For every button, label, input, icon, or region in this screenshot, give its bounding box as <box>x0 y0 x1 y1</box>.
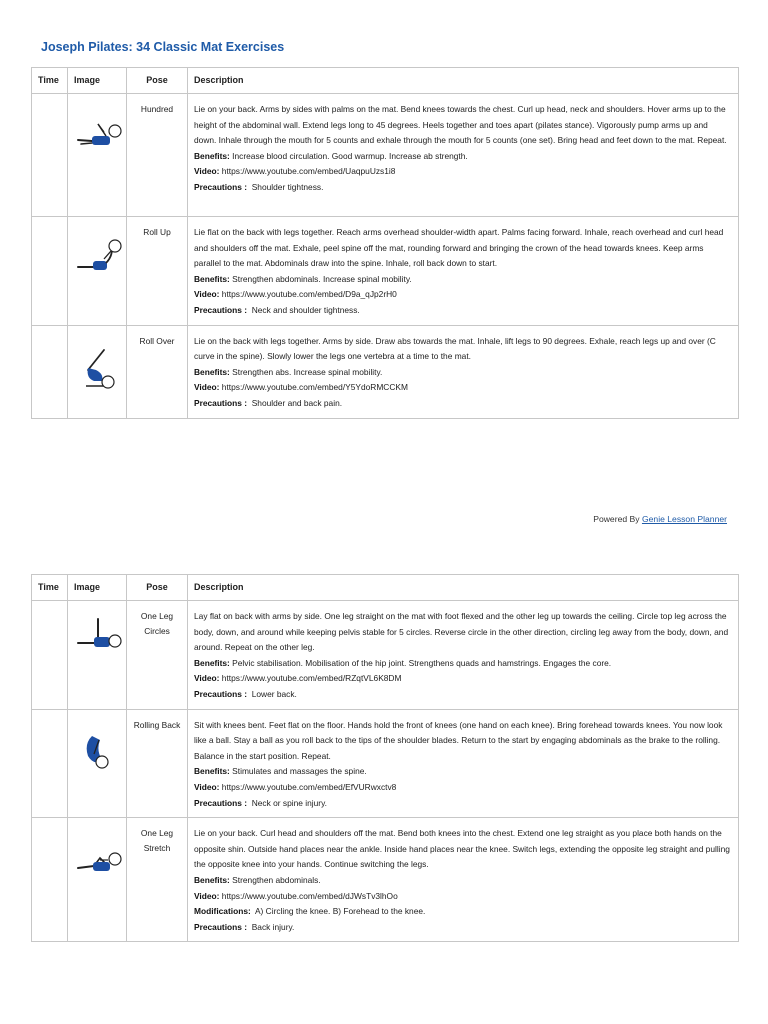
table-row <box>32 94 739 217</box>
header-image: Image <box>68 575 127 601</box>
video-label: Video: <box>194 890 220 901</box>
modifications-label: Modifications: <box>194 906 251 917</box>
video-line <box>194 164 732 180</box>
time-cell <box>32 709 68 818</box>
description-text: Sit with knees bent. Feet flat on the floor. Hands hold the front of knees (one hand on each knee). Bring forehead towards knees. You now look like a ball. Stay a ball as you roll back to the tips of the shoulder blades. Return to the start by engaging abdominals as the brake to the rolling. Balance in the start position. Repeat. <box>194 719 723 761</box>
pose-name: One Leg Circles <box>127 601 188 710</box>
precautions-line <box>194 796 732 812</box>
modifications-text: A) Circling the knee. B) Forehead to the knee. <box>254 906 426 917</box>
precautions-label: Precautions : <box>194 397 248 408</box>
video-label: Video: <box>194 382 220 393</box>
time-cell <box>32 325 68 418</box>
exercise-table-2 <box>31 574 739 942</box>
table-header-row <box>32 575 739 601</box>
page-title: Joseph Pilates: 34 Classic Mat Exercises <box>41 40 285 54</box>
header-pose: Pose <box>127 575 188 601</box>
benefits-label: Benefits: <box>194 273 230 284</box>
table-row <box>32 709 739 818</box>
video-label: Video: <box>194 289 220 300</box>
precautions-label: Precautions : <box>194 797 248 808</box>
description-text: Lay flat on back with arms by side. One leg straight on the mat with foot flexed and the other leg up towards the ceiling. Circle top leg across the body, down, and around while keeping pelvis stable for 5 circles. Reverse circle in the other direction, circling leg away from the body, down, and around. Repeat on the other leg. <box>194 611 729 653</box>
pose-name: Hundred <box>127 94 188 217</box>
pilates-one-leg-circles-figure-icon <box>76 617 122 657</box>
description-cell <box>188 818 739 942</box>
precautions-line <box>194 303 732 319</box>
description-text: Lie flat on the back with legs together. Reach arms overhead shoulder-width apart. Palms facing forward. Inhale, reach overhead and curl head and shoulders off the mat. Exhale, peel spine off the mat, rounding forward and bringing the crown of the head towards knees. Keep arms parallel to the mat. Abdominals draw into the spine. Inhale, roll back down to start. <box>194 227 724 269</box>
precautions-label: Precautions : <box>194 181 248 192</box>
benefits-label: Benefits: <box>194 766 230 777</box>
pose-name: One Leg Stretch <box>127 818 188 942</box>
description-cell <box>188 94 739 217</box>
time-cell <box>32 217 68 326</box>
table-row <box>32 325 739 418</box>
header-description: Description <box>188 575 739 601</box>
pilates-rolling-back-figure-icon <box>82 730 116 776</box>
pose-name: Roll Over <box>127 325 188 418</box>
benefits-text: Strengthen abs. Increase spinal mobility. <box>232 366 383 377</box>
time-cell <box>32 601 68 710</box>
benefits-label: Benefits: <box>194 150 230 161</box>
pilates-hundred-figure-icon <box>76 116 122 152</box>
description-cell <box>188 325 739 418</box>
precautions-line <box>194 687 732 703</box>
header-image: Image <box>68 68 127 94</box>
description-text: Lie on the back with legs together. Arms by side. Draw abs towards the mat. Inhale, lift legs to 90 degrees. Exhale, reach legs up and over (C curve in the spine). Slowly lower the legs one vertebra at a time to the mat. <box>194 335 716 362</box>
pose-name: Roll Up <box>127 217 188 326</box>
precautions-text: Lower back. <box>251 688 297 699</box>
video-line <box>194 671 732 687</box>
image-cell <box>68 818 127 942</box>
precautions-line <box>194 180 732 196</box>
precautions-label: Precautions : <box>194 304 248 315</box>
precautions-line <box>194 920 732 936</box>
video-line <box>194 287 732 303</box>
description-text: Lie on your back. Arms by sides with palms on the mat. Bend knees towards the chest. Curl up head, neck and shoulders. Hover arms up to the height of the abdominal wall. Extend legs long to 45 degrees. Heels together and toes apart (pilates stance). Vigorously pump arms up and down. Inhale through the mouth for 5 counts and exhale through the mouth for 5 counts (one set). Bring head and feet down to the mat. Repeat. <box>194 104 727 146</box>
description-cell <box>188 709 739 818</box>
pilates-roll-up-figure-icon <box>76 237 122 277</box>
benefits-line <box>194 873 732 889</box>
benefits-line <box>194 365 732 381</box>
genie-lesson-planner-link[interactable]: Genie Lesson Planner <box>641 514 727 524</box>
precautions-line <box>194 396 732 412</box>
precautions-text: Back injury. <box>251 921 295 932</box>
image-cell <box>68 94 127 217</box>
precautions-text: Shoulder tightness. <box>251 181 324 192</box>
benefits-label: Benefits: <box>194 874 230 885</box>
precautions-text: Neck and shoulder tightness. <box>251 304 360 315</box>
video-line <box>194 780 732 796</box>
video-url[interactable]: https://www.youtube.com/embed/D9a_qJp2rH0 <box>221 289 397 300</box>
benefits-text: Strengthen abdominals. Increase spinal mobility. <box>232 273 412 284</box>
video-url[interactable]: https://www.youtube.com/embed/Y5YdoRMCCKM <box>221 382 408 393</box>
benefits-line <box>194 764 732 780</box>
table-row <box>32 601 739 710</box>
description-cell <box>188 217 739 326</box>
benefits-line <box>194 149 732 165</box>
video-url[interactable]: https://www.youtube.com/embed/RZqtVL6K8DM <box>221 673 402 684</box>
header-time: Time <box>32 68 68 94</box>
benefits-label: Benefits: <box>194 657 230 668</box>
pose-name: Rolling Back <box>127 709 188 818</box>
table-header-row <box>32 68 739 94</box>
description-cell <box>188 601 739 710</box>
video-url[interactable]: https://www.youtube.com/embed/EfVURwxctv8 <box>221 781 397 792</box>
image-cell <box>68 709 127 818</box>
precautions-label: Precautions : <box>194 921 248 932</box>
header-description: Description <box>188 68 739 94</box>
exercise-table-1 <box>31 67 739 419</box>
description-text: Lie on your back. Curl head and shoulders off the mat. Bend both knees into the chest. Extend one leg straight as you place both hands on the opposite shin. Outside hand places near the ankle. Inside hand places near the knee. Switch legs, extending the opposite leg straight and pulling the opposite knee into your hands. Continue switching the legs. <box>194 828 730 870</box>
table-row <box>32 818 739 942</box>
benefits-line <box>194 656 732 672</box>
precautions-text: Shoulder and back pain. <box>251 397 343 408</box>
benefits-text: Stimulates and massages the spine. <box>232 766 367 777</box>
precautions-label: Precautions : <box>194 688 248 699</box>
video-url[interactable]: https://www.youtube.com/embed/UaqpuUzs1i8 <box>221 166 396 177</box>
benefits-label: Benefits: <box>194 366 230 377</box>
video-url[interactable]: https://www.youtube.com/embed/dJWsTv3lhOo <box>221 890 398 901</box>
time-cell <box>32 94 68 217</box>
benefits-text: Pelvic stabilisation. Mobilisation of the hip joint. Strengthens quads and hamstrings. Engages the core. <box>232 657 612 668</box>
powered-by <box>593 514 727 524</box>
benefits-text: Increase blood circulation. Good warmup. Increase ab strength. <box>232 150 468 161</box>
header-pose: Pose <box>127 68 188 94</box>
benefits-line <box>194 272 732 288</box>
video-label: Video: <box>194 166 220 177</box>
pilates-roll-over-figure-icon <box>82 344 118 390</box>
header-time: Time <box>32 575 68 601</box>
precautions-text: Neck or spine injury. <box>251 797 327 808</box>
image-cell <box>68 217 127 326</box>
table-row <box>32 217 739 326</box>
pilates-one-leg-stretch-figure-icon <box>76 846 122 878</box>
powered-by-text: Powered By <box>593 514 640 524</box>
video-label: Video: <box>194 781 220 792</box>
image-cell <box>68 601 127 710</box>
time-cell <box>32 818 68 942</box>
video-line <box>194 380 732 396</box>
video-line <box>194 889 732 905</box>
image-cell <box>68 325 127 418</box>
modifications-line <box>194 904 732 920</box>
benefits-text: Strengthen abdominals. <box>232 874 321 885</box>
video-label: Video: <box>194 673 220 684</box>
